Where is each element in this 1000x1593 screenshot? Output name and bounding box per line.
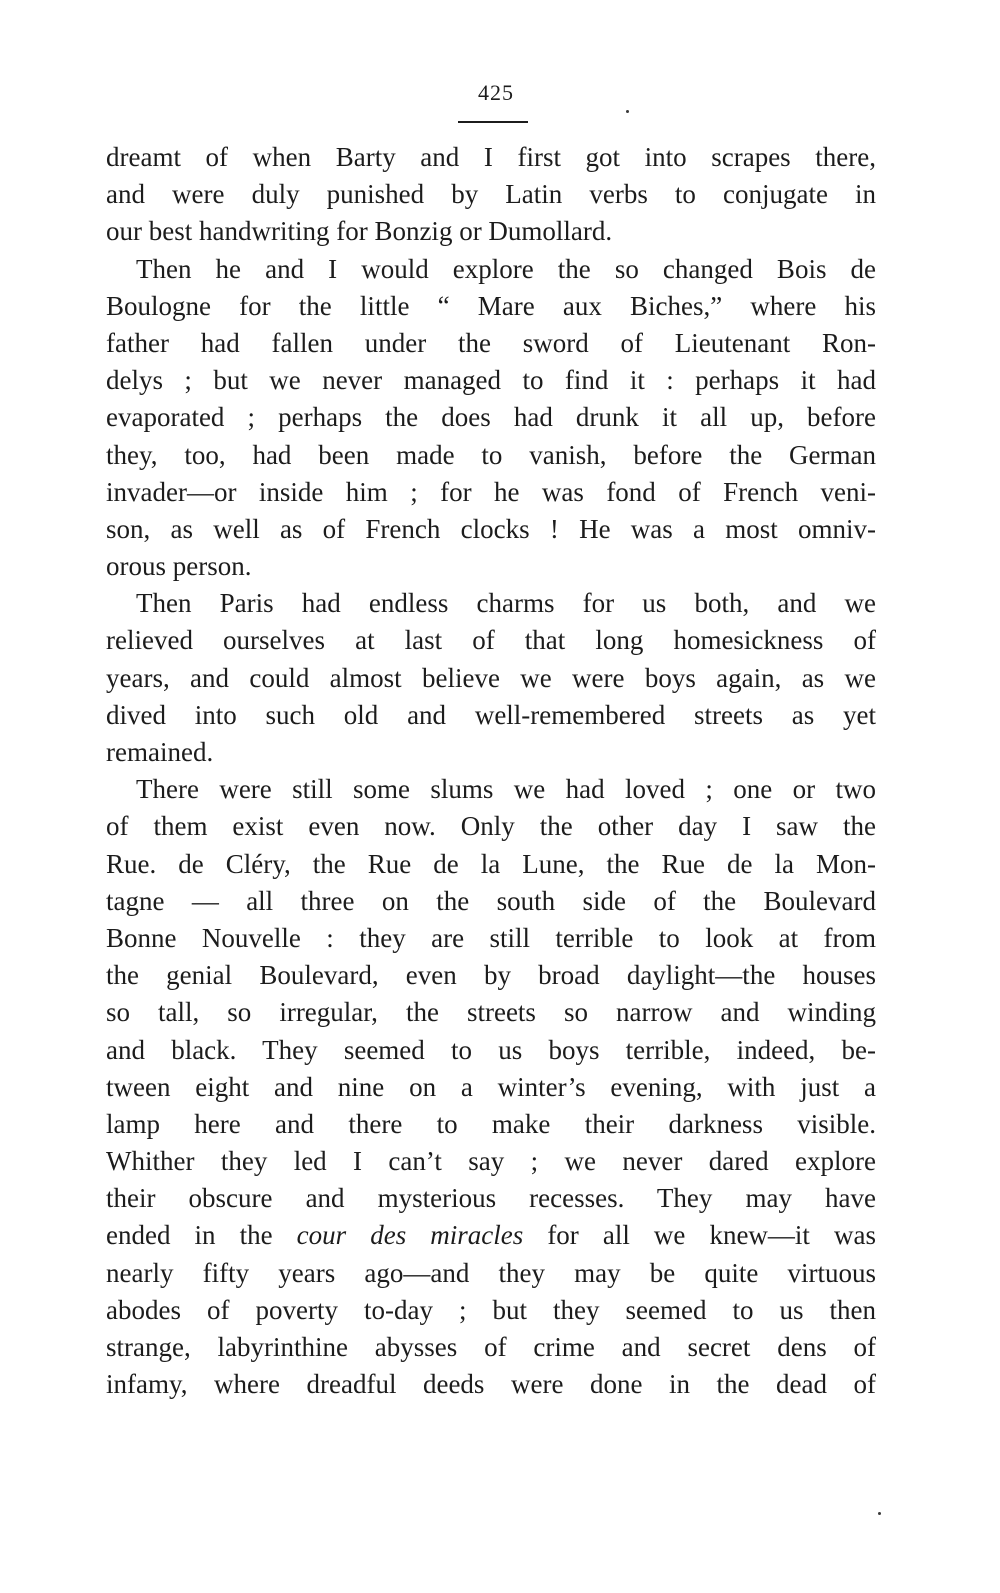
text-line: relieved ourselves at last of that long homesickness of <box>106 625 876 656</box>
speck <box>626 110 629 113</box>
text-line: abodes of poverty to-day ; but they seemed to us then <box>106 1294 876 1325</box>
text-line: Rue. de Cléry, the Rue de la Lune, the Rue de la Mon- <box>106 848 876 879</box>
text-line: Whither they led I can’t say ; we never dared explore <box>106 1146 876 1177</box>
text-line: invader—or inside him ; for he was fond of French veni- <box>106 476 876 507</box>
text-line: tagne — all three on the south side of the Boulevard <box>106 885 876 916</box>
text-line: and black. They seemed to us boys terrible, indeed, be- <box>106 1034 876 1065</box>
text-line: tween eight and nine on a winter’s evening, with just a <box>106 1071 876 1102</box>
speck <box>878 1512 881 1515</box>
text-line: and were duly punished by Latin verbs to conjugate in <box>106 179 876 210</box>
text-line: dreamt of when Barty and I first got into scrapes there, <box>106 142 876 172</box>
text-body <box>106 139 876 1403</box>
text-line: nearly fifty years ago—and they may be quite virtuous <box>106 1257 876 1288</box>
text-line: infamy, where dreadful deeds were done in the dead of <box>106 1369 876 1400</box>
text-line <box>106 1217 876 1254</box>
italic-phrase: cour des miracles <box>296 1220 524 1251</box>
text-line: the genial Boulevard, even by broad daylight—the houses <box>106 960 876 991</box>
text-line: of them exist even now. Only the other day I saw the <box>106 811 876 842</box>
text-line: dived into such old and well-remembered streets as yet <box>106 699 876 730</box>
text-line: Bonne Nouvelle : they are still terrible to look at from <box>106 922 876 953</box>
text-line: Boulogne for the little “ Mare aux Biches,” where his <box>106 290 876 321</box>
text-line: delys ; but we never managed to find it : perhaps it had <box>106 365 876 396</box>
text-line: orous person. <box>106 551 252 582</box>
text-line: so tall, so irregular, the streets so narrow and winding <box>106 997 876 1028</box>
text-line: lamp here and there to make their darkness visible. <box>106 1108 876 1139</box>
text-line: Then Paris had endless charms for us both, and we <box>136 588 876 619</box>
text-line: Then he and I would explore the so changed Bois de <box>136 253 876 284</box>
text-line: father had fallen under the sword of Lieutenant Ron- <box>106 327 876 358</box>
text-run: ended in the <box>106 1220 273 1251</box>
text-line: There were still some slums we had loved ; one or two <box>136 774 876 805</box>
text-line: son, as well as of French clocks ! He was a most omniv- <box>106 513 876 544</box>
text-line: strange, labyrinthine abysses of crime and secret dens of <box>106 1332 876 1362</box>
text-line: their obscure and mysterious recesses. They may have <box>106 1183 876 1214</box>
text-line: years, and could almost believe we were boys again, as we <box>106 662 876 693</box>
text-run: for all we knew—it was <box>547 1220 876 1251</box>
page-number: 425 <box>478 80 514 105</box>
text-line: our best handwriting for Bonzig or Dumollard. <box>106 216 613 247</box>
text-line: they, too, had been made to vanish, before the German <box>106 439 876 470</box>
text-line: evaporated ; perhaps the does had drunk it all up, before <box>106 402 876 433</box>
text-line: remained. <box>106 737 214 767</box>
page-number-rule <box>458 121 528 123</box>
